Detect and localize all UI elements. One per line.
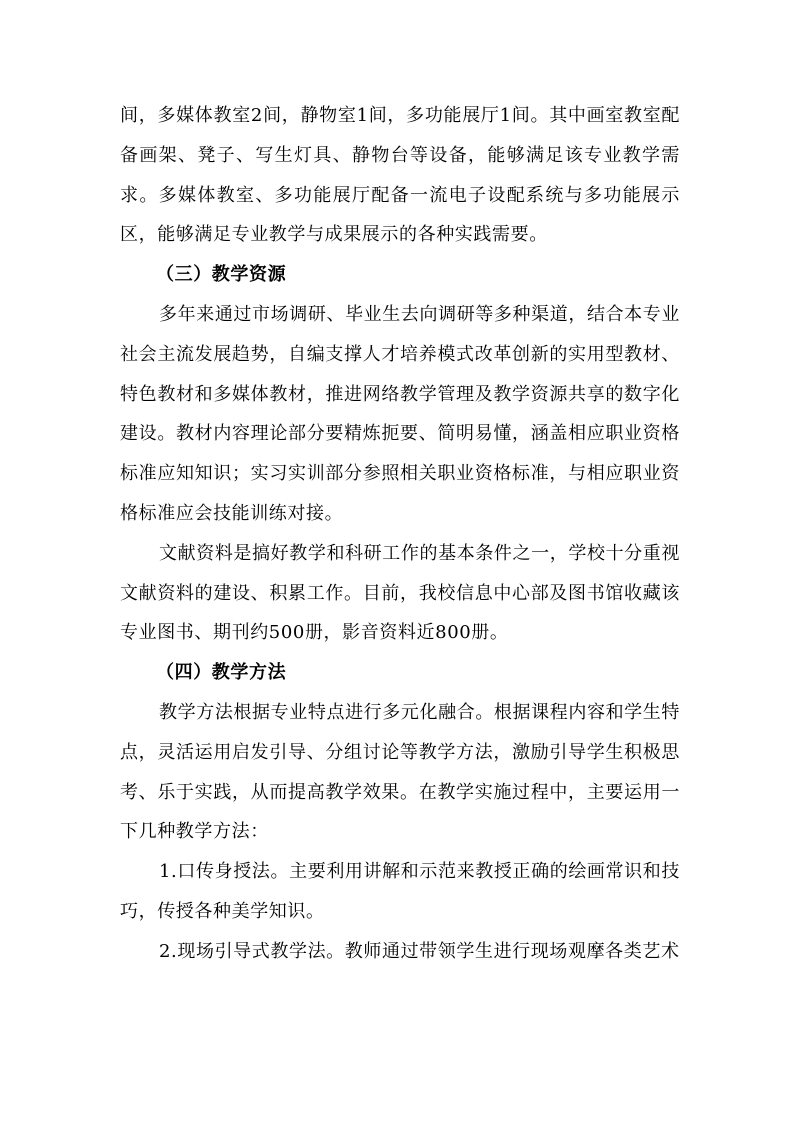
section-heading-teaching-methods: （四）教学方法 [156,662,287,684]
paragraph-facilities: 间，多媒体教室2间，静物室1间，多功能展厅1间。其中画室教室配备画架、凳子、写生灯具、静物台等设备，能够满足该专业教学需求。多媒体教室、多功能展厅配备一流电子设配系统与多功能展示区，能够满足专业教学与成果展示的各种实践需要。 [120,105,680,246]
list-item-method-1: 1.口传身授法。主要利用讲解和示范来教授正确的绘画常识和技巧，传授各种美学知识。 [120,861,680,922]
document-page [120,96,680,972]
list-item-method-2: 2.现场引导式教学法。教师通过带领学生进行现场观摩各类艺术 [159,940,680,962]
section-heading-teaching-resources: （三）教学资源 [156,264,287,286]
paragraph-methods-intro: 教学方法根据专业特点进行多元化融合。根据课程内容和学生特点，灵活运用启发引导、分组讨论等教学方法，激励引导学生积极思考、乐于实践，从而提高教学效果。在教学实施过程中，主要运用一下几种教学方法： [120,701,680,843]
paragraph-teaching-materials: 多年来通过市场调研、毕业生去向调研等多种渠道，结合本专业社会主流发展趋势，自编支撑人才培养模式改革创新的实用型教材、特色教材和多媒体教材，推进网络教学管理及教学资源共享的数字化建设。教材内容理论部分要精炼扼要、简明易懂，涵盖相应职业资格标准应知知识；实习实训部分参照相关职业资格标准，与相应职业资格标准应会技能训练对接。 [120,303,680,524]
paragraph-literature-resources: 文献资料是搞好教学和科研工作的基本条件之一，学校十分重视文献资料的建设、积累工作。目前，我校信息中心部及图书馆收藏该专业图书、期刊约500册，影音资料近800册。 [120,542,680,644]
